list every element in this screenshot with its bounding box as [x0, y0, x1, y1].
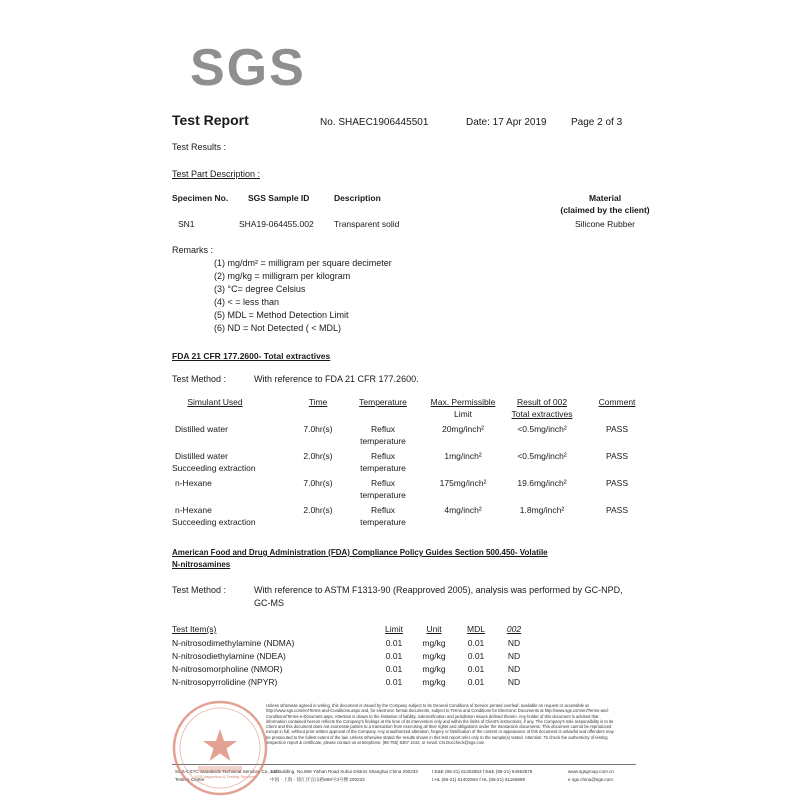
nitro-header-limit: Limit [385, 624, 403, 634]
nitro-mdl: 0.01 [467, 651, 485, 661]
specimen-header-no: Specimen No. [172, 193, 229, 203]
row-comment: PASS [605, 424, 629, 434]
row-simulant-2: Succeeding extraction [172, 463, 256, 473]
row-time: 7.0hr(s) [303, 424, 333, 434]
col-header-simulant: Simulant Used [187, 397, 243, 407]
nitro-mdl: 0.01 [467, 664, 485, 674]
footer-tel-2: t HL (86-21) 61402594 f HL (86-21) 61156899 [432, 777, 526, 782]
footer-web-2: e sgs.china@sgs.com [568, 777, 614, 782]
specimen-header-id: SGS Sample ID [248, 193, 310, 203]
row-temp-2: temperature [360, 463, 406, 473]
row-comment: PASS [605, 505, 629, 515]
row-result: 19.6mg/inch² [517, 478, 567, 488]
nitro-item: N-nitrosomorpholine (NMOR) [172, 664, 283, 674]
fda-method-label: Test Method : [172, 374, 227, 384]
report-number: No. SHAEC1906445501 [320, 117, 429, 128]
nitro-unit: mg/kg [422, 651, 446, 661]
specimen-no-value: SN1 [178, 219, 195, 229]
nitro-unit: mg/kg [422, 677, 446, 687]
description-value: Transparent solid [334, 219, 400, 229]
row-simulant: n-Hexane [175, 478, 212, 488]
test-part-description-label: Test Part Description : [172, 169, 261, 179]
nitro-result: ND [507, 677, 521, 687]
sample-id-value: SHA19-064455.002 [239, 219, 314, 229]
fda-section-title: FDA 21 CFR 177.2600- Total extractives [172, 351, 331, 361]
nitro-result: ND [507, 651, 521, 661]
row-temp: Reflux [370, 451, 396, 461]
report-date: Date: 17 Apr 2019 [466, 117, 547, 128]
row-temp: Reflux [370, 478, 396, 488]
nitro-header-unit: Unit [426, 624, 442, 634]
row-simulant: n-Hexane [175, 505, 212, 515]
row-time: 2.0hr(s) [303, 505, 333, 515]
material-value: Silicone Rubber [574, 219, 636, 229]
nitro-item: N-nitrosodiethylamine (NDEA) [172, 651, 286, 661]
row-temp: Reflux [370, 424, 396, 434]
page-number: Page 2 of 3 [571, 117, 623, 128]
row-result: <0.5mg/inch² [517, 424, 567, 434]
fda-method-text: With reference to FDA 21 CFR 177.2600. [254, 374, 419, 384]
nitro-limit: 0.01 [385, 664, 403, 674]
footer-address-cn: 中国 · 上海 · 徐汇区宜山路889号3号楼 200233 [270, 777, 365, 782]
nitro-unit: mg/kg [422, 664, 446, 674]
nitro-header-sample: 002 [506, 624, 522, 634]
col-header-result-2: Total extractives [511, 409, 573, 419]
row-temp-2: temperature [360, 517, 406, 527]
remark-item: (3) °C= degree Celsius [214, 284, 306, 294]
nitro-header-item: Test Item(s) [172, 624, 217, 634]
specimen-header-material: Material [588, 193, 622, 203]
nitro-limit: 0.01 [385, 651, 403, 661]
report-title: Test Report [172, 112, 249, 128]
row-limit: 4mg/inch² [444, 505, 482, 515]
nitro-item: N-nitrosopyrrolidine (NPYR) [172, 677, 278, 687]
row-temp-2: temperature [360, 436, 406, 446]
nitro-method-text-2: GC-MS [254, 598, 284, 608]
remark-item: (5) MDL = Method Detection Limit [214, 310, 349, 320]
row-temp-2: temperature [360, 490, 406, 500]
footer-left-2: Testing Center [175, 777, 205, 782]
row-time: 7.0hr(s) [303, 478, 333, 488]
col-header-comment: Comment [598, 397, 636, 407]
row-limit: 20mg/inch² [441, 424, 485, 434]
nitro-mdl: 0.01 [467, 638, 485, 648]
row-comment: PASS [605, 451, 629, 461]
row-simulant: Distilled water [175, 451, 228, 461]
sgs-logo: SGS [190, 39, 306, 97]
row-limit: 1mg/inch² [444, 451, 482, 461]
nitro-item: N-nitrosodimethylamine (NDMA) [172, 638, 295, 648]
stamp-text: SGS Inspection & Testing Services [194, 774, 256, 779]
nitro-method-text: With reference to ASTM F1313-90 (Reapproved 2005), analysis was performed by GC-NPD, [254, 585, 623, 595]
specimen-header-claimed: (claimed by the client) [560, 205, 650, 215]
nitro-unit: mg/kg [422, 638, 446, 648]
col-header-time: Time [308, 397, 328, 407]
footer-address-en: 3rd Building, No.889 Yishan Road Xuhui District Shanghai China 200233 [270, 769, 418, 774]
col-header-temperature: Temperature [359, 397, 407, 407]
remarks-label: Remarks : [172, 245, 214, 255]
col-header-limit: Max. Permissible [430, 397, 496, 407]
seal-icon [168, 696, 272, 800]
row-comment: PASS [605, 478, 629, 488]
nitro-method-label: Test Method : [172, 585, 227, 595]
footer-left-1: SGS-CSTC Standards Technical Services Co., Ltd. [175, 769, 279, 774]
row-time: 2.0hr(s) [303, 451, 333, 461]
nitro-section-title: American Food and Drug Administration (FDA) Compliance Policy Guides Section 500.450- Volatile [172, 548, 548, 557]
company-seal-stamp [168, 696, 272, 800]
nitro-mdl: 0.01 [467, 677, 485, 687]
footer-tel-1: t E&E (86-21) 61402553 f E&E (86-21) 64953679 [432, 769, 533, 774]
row-simulant: Distilled water [175, 424, 228, 434]
test-results-label: Test Results : [172, 142, 227, 152]
remark-item: (6) ND = Not Detected ( < MDL) [214, 323, 342, 333]
remark-item: (4) < = less than [214, 297, 280, 307]
nitro-header-mdl: MDL [467, 624, 485, 634]
footer-disclaimer: Unless otherwise agreed in writing, this document is issued by the Company subject to its General Conditions of Service printed overleaf, available on request or accessible at http://www.sgs.com/en/Terms-and-Conditions.aspx and, for electronic format documents, subject to Terms and Conditions for Electronic Documents at http://www.sgs.com/en/Terms-and-Conditions/Terms-e-Document.aspx. Attention is drawn to the limitation of liability, indemnification and jurisdiction issues defined therein. Any holder of this document is advised that information contained hereon reflects the Company's findings at the time of its intervention only and within the limits of Client's instructions, if any. The Company's sole responsibility is to its Client and this document does not exonerate parties to a transaction from exercising all their rights and obligations under the transaction documents. This document cannot be reproduced except in full, without prior written approval of the Company. Any unauthorized alteration, forgery or falsification of the content or appearance of this document is unlawful and offenders may be prosecuted to the fullest extent of the law. Unless otherwise stated the results shown in this test report refer only to the sample(s) tested. Attention: To check the authenticity of testing /inspection report & certificate, please contact us at telephone: (86-755) 8307 1443, or email: CN.Doccheck@sgs.com [266, 703, 614, 746]
nitro-limit: 0.01 [385, 638, 403, 648]
footer-web-1: www.sgsgroup.com.cn [568, 769, 614, 774]
nitro-section-title-2: N-nitrosamines [172, 560, 231, 569]
specimen-header-description: Description [334, 193, 381, 203]
row-result: <0.5mg/inch² [517, 451, 567, 461]
nitro-result: ND [507, 664, 521, 674]
row-limit: 175mg/inch² [439, 478, 487, 488]
row-temp: Reflux [370, 505, 396, 515]
nitro-limit: 0.01 [385, 677, 403, 687]
col-header-result: Result of 002 [516, 397, 568, 407]
remark-item: (1) mg/dm² = milligram per square decimeter [214, 258, 392, 268]
remark-item: (2) mg/kg = milligram per kilogram [214, 271, 351, 281]
row-simulant-2: Succeeding extraction [172, 517, 256, 527]
col-header-limit-2: Limit [454, 409, 472, 419]
nitro-result: ND [507, 638, 521, 648]
row-result: 1.8mg/inch² [519, 505, 565, 515]
